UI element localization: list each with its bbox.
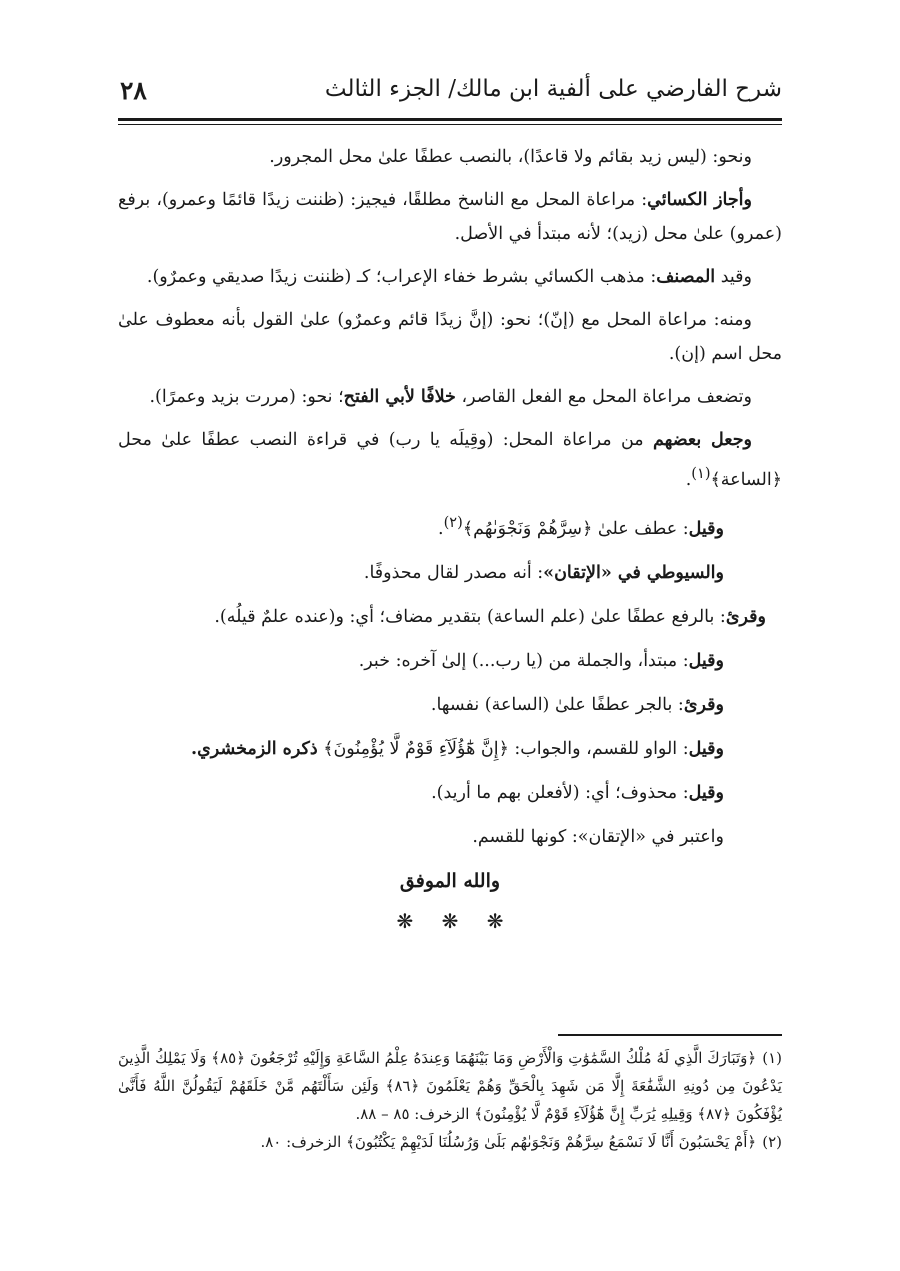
opinion-7 (118, 776, 782, 810)
opinion-8: واعتبر في «الإتقان»: كونها للقسم. (472, 826, 724, 847)
paragraph-3 (118, 260, 782, 294)
opinion-5-text: : بالجر عطفًا علىٰ (الساعة) نفسها. (430, 694, 684, 715)
footnote-separator (558, 1034, 782, 1036)
paragraph-6-label: بعضهم (652, 430, 702, 450)
footnote-1-number: (١) (762, 1049, 782, 1067)
closing-phrase: والله الموفق (399, 869, 501, 892)
footnote-2-number: (٢) (762, 1133, 782, 1151)
opinion-4 (118, 644, 782, 678)
opinion-2-text: : أنه مصدر لقال محذوفًا. (363, 562, 544, 583)
opinion-5 (118, 688, 782, 722)
opinion-1-text: : عطف علىٰ ﴿سِرَّهُمْ وَنَجْوَىٰهُم﴾ (462, 518, 689, 539)
paragraph-6-end: . (685, 469, 692, 490)
book-page (118, 0, 782, 1271)
opinion-3-text: : بالرفع عطفًا علىٰ (علم الساعة) بتقدير مضاف؛ أي: و(عنده علمٌ قيلُه). (214, 606, 726, 627)
opinion-4-text: : مبتدأ، والجملة من (يا رب...) إلىٰ آخره: خبر. (358, 650, 689, 671)
footnote-1-text: ﴿وَتَبَارَكَ الَّذِي لَهُ مُلْكُ السَّمَٰوَٰتِ وَالْأَرْضِ وَمَا بَيْنَهُمَا وَعِندَهُ عِلْمُ السَّاعَةِ وَإِلَيْهِ تُرْجَعُونَ ﴿٨٥﴾ وَلَا يَمْلِكُ الَّذِينَ يَدْعُونَ مِن دُونِهِ الشَّفَٰعَةَ إِلَّا مَن شَهِدَ بِالْحَقِّ وَهُمْ يَعْلَمُونَ ﴿٨٦﴾ وَلَئِن سَأَلْتَهُم مَّنْ خَلَقَهُمْ لَيَقُولُنَّ اللَّهُ فَأَنَّىٰ يُؤْفَكُونَ ﴿٨٧﴾ وَقِيلِهِ يَٰرَبِّ إِنَّ هَٰٓؤُلَآءِ قَوْمٌ لَّا يُؤْمِنُونَ﴾ الزخرف: ٨٥ – ٨٨. (118, 1049, 782, 1123)
paragraph-6 (118, 423, 782, 497)
header-rule-thin (118, 124, 782, 125)
section-divider-stars: ❋ ❋ ❋ (396, 908, 504, 933)
footnote-1 (118, 1044, 782, 1128)
opinion-6-label: وقيل (688, 738, 724, 759)
running-header (118, 74, 782, 114)
paragraph-2-text: : مراعاة المحل مع الناسخ مطلقًا، فيجيز: (ظننت زيدًا قائمًا وعمرو)، برفع (عمرو) علىٰ محل (زيد)؛ لأنه مبتدأ في الأصل. (118, 190, 782, 244)
opinion-1-end: . (438, 518, 444, 539)
footnote-2-text: ﴿أَمْ يَحْسَبُونَ أَنَّا لَا نَسْمَعُ سِرَّهُمْ وَنَجْوَىٰهُم بَلَىٰ وَرُسُلُنَا لَدَيْهِمْ يَكْتُبُونَ﴾ الزخرف: ٨٠. (260, 1133, 757, 1151)
paragraph-3-text: : مذهب الكسائي بشرط خفاء الإعراب؛ كـ (ظننت زيدًا صديقي وعمرٌو). (146, 267, 657, 287)
paragraph-2-label: وأجاز الكسائي (647, 190, 752, 210)
footnote-ref-1[interactable]: (١) (691, 465, 711, 482)
paragraph-5-tail: ؛ نحو: (مررت بزيد وعمرًا). (149, 387, 344, 407)
paragraph-3-label: المصنف (656, 267, 716, 287)
paragraph-5-text: وتضعف مراعاة المحل مع الفعل القاصر، (455, 387, 752, 407)
opinion-6-text: : الواو للقسم، والجواب: ﴿إِنَّ هَٰٓؤُلَآءِ قَوْمٌ لَّا يُؤْمِنُونَ﴾ (317, 738, 689, 759)
opinion-7-text: : محذوف؛ أي: (لأفعلن بهم ما أريد). (431, 782, 689, 803)
footnotes (118, 1044, 782, 1156)
opinion-2-label: والسيوطي في «الإتقان» (543, 562, 724, 583)
header-title: شرح الفارضي على ألفية ابن مالك/ الجزء الثالث (324, 76, 782, 102)
opinion-4-label: وقيل (688, 650, 724, 671)
opinion-6 (118, 732, 782, 766)
paragraph-4: ومنه: مراعاة المحل مع (إنّ)؛ نحو: (إنَّ زيدًا قائم وعمرٌو) علىٰ القول بأنه معطوف علىٰ محل اسم (إن). (118, 310, 782, 364)
opinion-6-tail: ذكره الزمخشري. (191, 738, 318, 759)
main-text (118, 140, 782, 936)
opinion-2 (118, 556, 782, 590)
opinion-1-label: وقيل (688, 518, 724, 539)
opinion-1 (118, 506, 782, 546)
header-rule-thick (118, 118, 782, 121)
footnote-2 (118, 1128, 782, 1156)
paragraph-5-bold: خلافًا لأبي الفتح (343, 387, 456, 407)
paragraph-6-pre: وجعل (701, 430, 753, 450)
opinion-7-label: وقيل (688, 782, 724, 803)
paragraph-6-text: من مراعاة المحل: (وقِيلَه يا رب) في قراءة النصب عطفًا علىٰ محل ﴿الساعة﴾ (118, 430, 782, 490)
opinion-3 (118, 600, 782, 634)
opinion-3-label: وقرئ (725, 606, 766, 627)
paragraph-1: ونحو: (ليس زيد بقائم ولا قاعدًا)، بالنصب عطفًا علىٰ محل المجرور. (269, 147, 752, 167)
paragraph-3-pre: وقيد (715, 267, 752, 287)
page-number: ٢٨ (120, 76, 147, 105)
paragraph-2 (118, 183, 782, 251)
footnote-ref-2[interactable]: (٢) (443, 513, 463, 531)
opinion-5-label: وقرئ (683, 694, 724, 715)
paragraph-5 (118, 380, 782, 414)
